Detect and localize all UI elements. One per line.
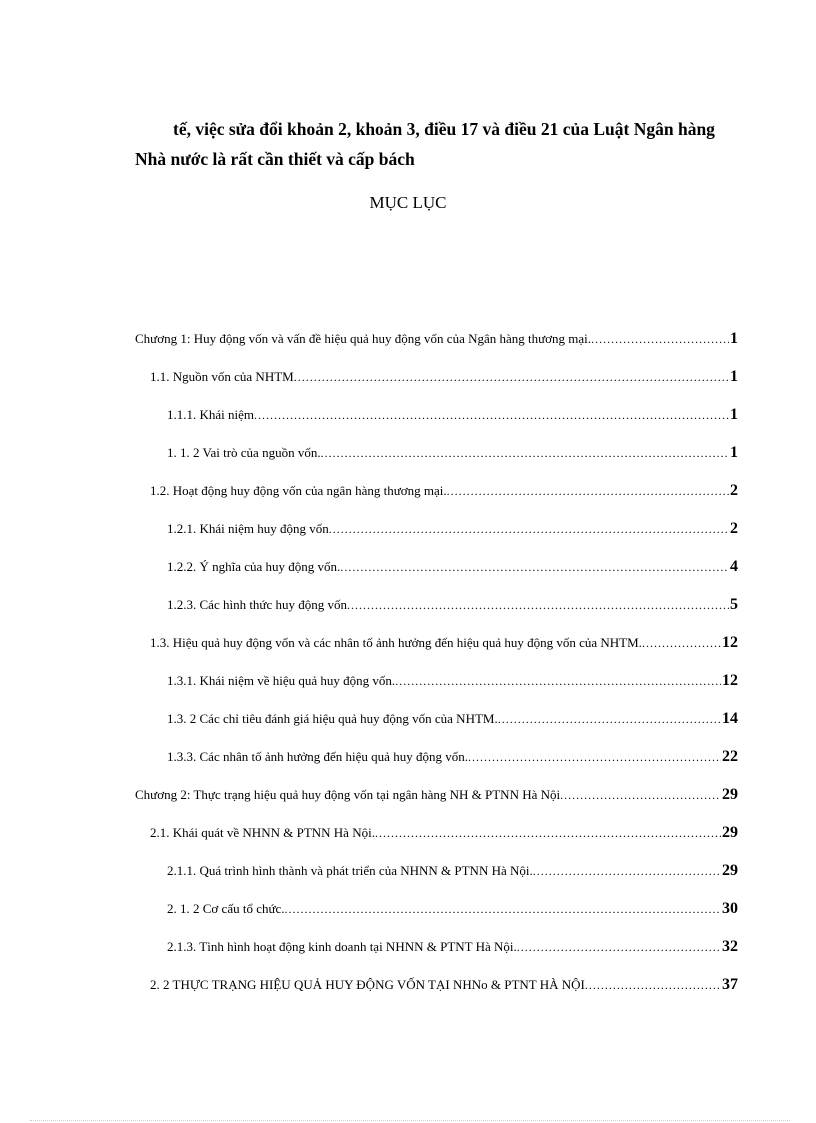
toc-leader-dots (591, 332, 729, 347)
toc-entry-label: 1.2.1. Khái niệm huy động vốn (167, 521, 329, 536)
toc-entry-page: 32 (722, 938, 738, 955)
toc-leader-dots (447, 484, 729, 499)
toc-entry-label: 1.3.1. Khái niệm về hiệu quả huy động vốn. (167, 673, 396, 688)
toc-entry-label: 2. 1. 2 Cơ cấu tổ chức. (167, 901, 285, 916)
toc-entry-label: 1.3. Hiệu quả huy động vốn và các nhân tố ảnh hưởng đến hiệu quả huy động vốn của NHTM. (150, 635, 642, 650)
toc-entry-label: Chương 1: Huy động vốn và vấn đề hiệu quả huy động vốn của Ngân hàng thương mại. (135, 331, 592, 346)
toc-leader-dots (560, 788, 721, 803)
toc-title: MỤC LỤC (369, 193, 447, 212)
toc-entry-label: 1.2. Hoạt động huy động vốn của ngân hàng thương mại. (150, 483, 447, 498)
toc-entry[interactable] (135, 330, 738, 352)
toc-entry-page: 1 (730, 330, 738, 347)
toc-entry-label: 2.1. Khái quát về NHNN & PTNN Hà Nội. (150, 825, 375, 840)
toc-entry-label: 2. 2 THỰC TRẠNG HIỆU QUẢ HUY ĐỘNG VỐN TẠI NHNo & PTNT HÀ NỘI (150, 977, 585, 992)
toc-leader-dots (468, 750, 721, 765)
toc-entry[interactable] (167, 862, 738, 884)
toc-entry-label: 1.2.3. Các hình thức huy động vốn (167, 597, 348, 612)
toc-entry-label: 2.1.1. Quá trình hình thành và phát triển của NHNN & PTNN Hà Nội. (167, 863, 533, 878)
toc-leader-dots (347, 598, 729, 613)
toc-entry-label: 1.2.2. Ý nghĩa của huy động vốn. (167, 559, 341, 574)
intro-line-2: Nhà nước là rất cần thiết và cấp bách (135, 149, 415, 169)
toc-entry-label: Chương 2: Thực trạng hiệu quả huy động vốn tại ngân hàng NH & PTNN Hà Nội (135, 787, 561, 802)
toc-entry-page: 30 (722, 900, 738, 917)
toc-entry-page: 1 (730, 406, 738, 423)
toc-entry[interactable] (150, 482, 738, 504)
toc-leader-dots (395, 674, 721, 689)
toc-entry-label: 1. 1. 2 Vai trò của nguồn vốn. (167, 445, 321, 460)
toc-entry[interactable] (167, 710, 738, 732)
toc-entry-label: 1.3. 2 Các chỉ tiêu đánh giá hiệu quả huy động vốn của NHTM. (167, 711, 498, 726)
toc-entry[interactable] (150, 368, 738, 390)
toc-entry[interactable] (167, 938, 738, 960)
toc-leader-dots (294, 370, 729, 385)
toc-entry-page: 4 (730, 558, 738, 575)
toc-entry-page: 14 (722, 710, 738, 727)
toc-entry[interactable] (167, 444, 738, 466)
toc-entry[interactable] (135, 786, 738, 808)
toc-entry-label: 1.1.1. Khái niệm (167, 407, 255, 422)
toc-entry-page: 37 (722, 976, 738, 993)
toc-entry-page: 29 (722, 824, 738, 841)
toc-entry-page: 2 (730, 482, 738, 499)
toc-entry[interactable] (167, 406, 738, 428)
toc-entry[interactable] (167, 900, 738, 922)
toc-entry-page: 1 (730, 368, 738, 385)
toc-entry-page: 22 (722, 748, 738, 765)
toc-entry[interactable] (167, 672, 738, 694)
toc-leader-dots (517, 940, 721, 955)
toc-entry[interactable] (167, 748, 738, 770)
toc-entry-page: 12 (722, 634, 738, 651)
toc-leader-dots (585, 978, 721, 993)
toc-entry-label: 1.3.3. Các nhân tố ảnh hưởng đến hiệu quả huy động vốn. (167, 749, 468, 764)
toc-entry-label: 2.1.3. Tình hình hoạt động kinh doanh tại NHNN & PTNT Hà Nội. (167, 939, 517, 954)
toc-entry-page: 5 (730, 596, 738, 613)
toc-entry-page: 29 (722, 786, 738, 803)
toc-entry[interactable] (167, 596, 738, 618)
toc-entry[interactable] (150, 824, 738, 846)
page-bottom-divider (30, 1120, 790, 1121)
toc-leader-dots (340, 560, 729, 575)
toc-leader-dots (254, 408, 729, 423)
toc-leader-dots (533, 864, 721, 879)
toc-entry[interactable] (150, 634, 738, 656)
toc-entry-page: 2 (730, 520, 738, 537)
toc-leader-dots (285, 902, 721, 917)
intro-line-1: tế, việc sửa đổi khoản 2, khoản 3, điều 17 và điều 21 của Luật Ngân hàng (173, 119, 715, 139)
toc-entry-page: 12 (722, 672, 738, 689)
toc-entry-page: 29 (722, 862, 738, 879)
toc-leader-dots (329, 522, 729, 537)
toc-leader-dots (642, 636, 721, 651)
toc-entry[interactable] (150, 976, 738, 998)
toc-leader-dots (375, 826, 721, 841)
toc-entry-label: 1.1. Nguồn vốn của NHTM (150, 369, 294, 384)
toc-entry-page: 1 (730, 444, 738, 461)
toc-entry[interactable] (167, 520, 738, 542)
toc-leader-dots (321, 446, 729, 461)
toc-leader-dots (498, 712, 721, 727)
toc-entry[interactable] (167, 558, 738, 580)
